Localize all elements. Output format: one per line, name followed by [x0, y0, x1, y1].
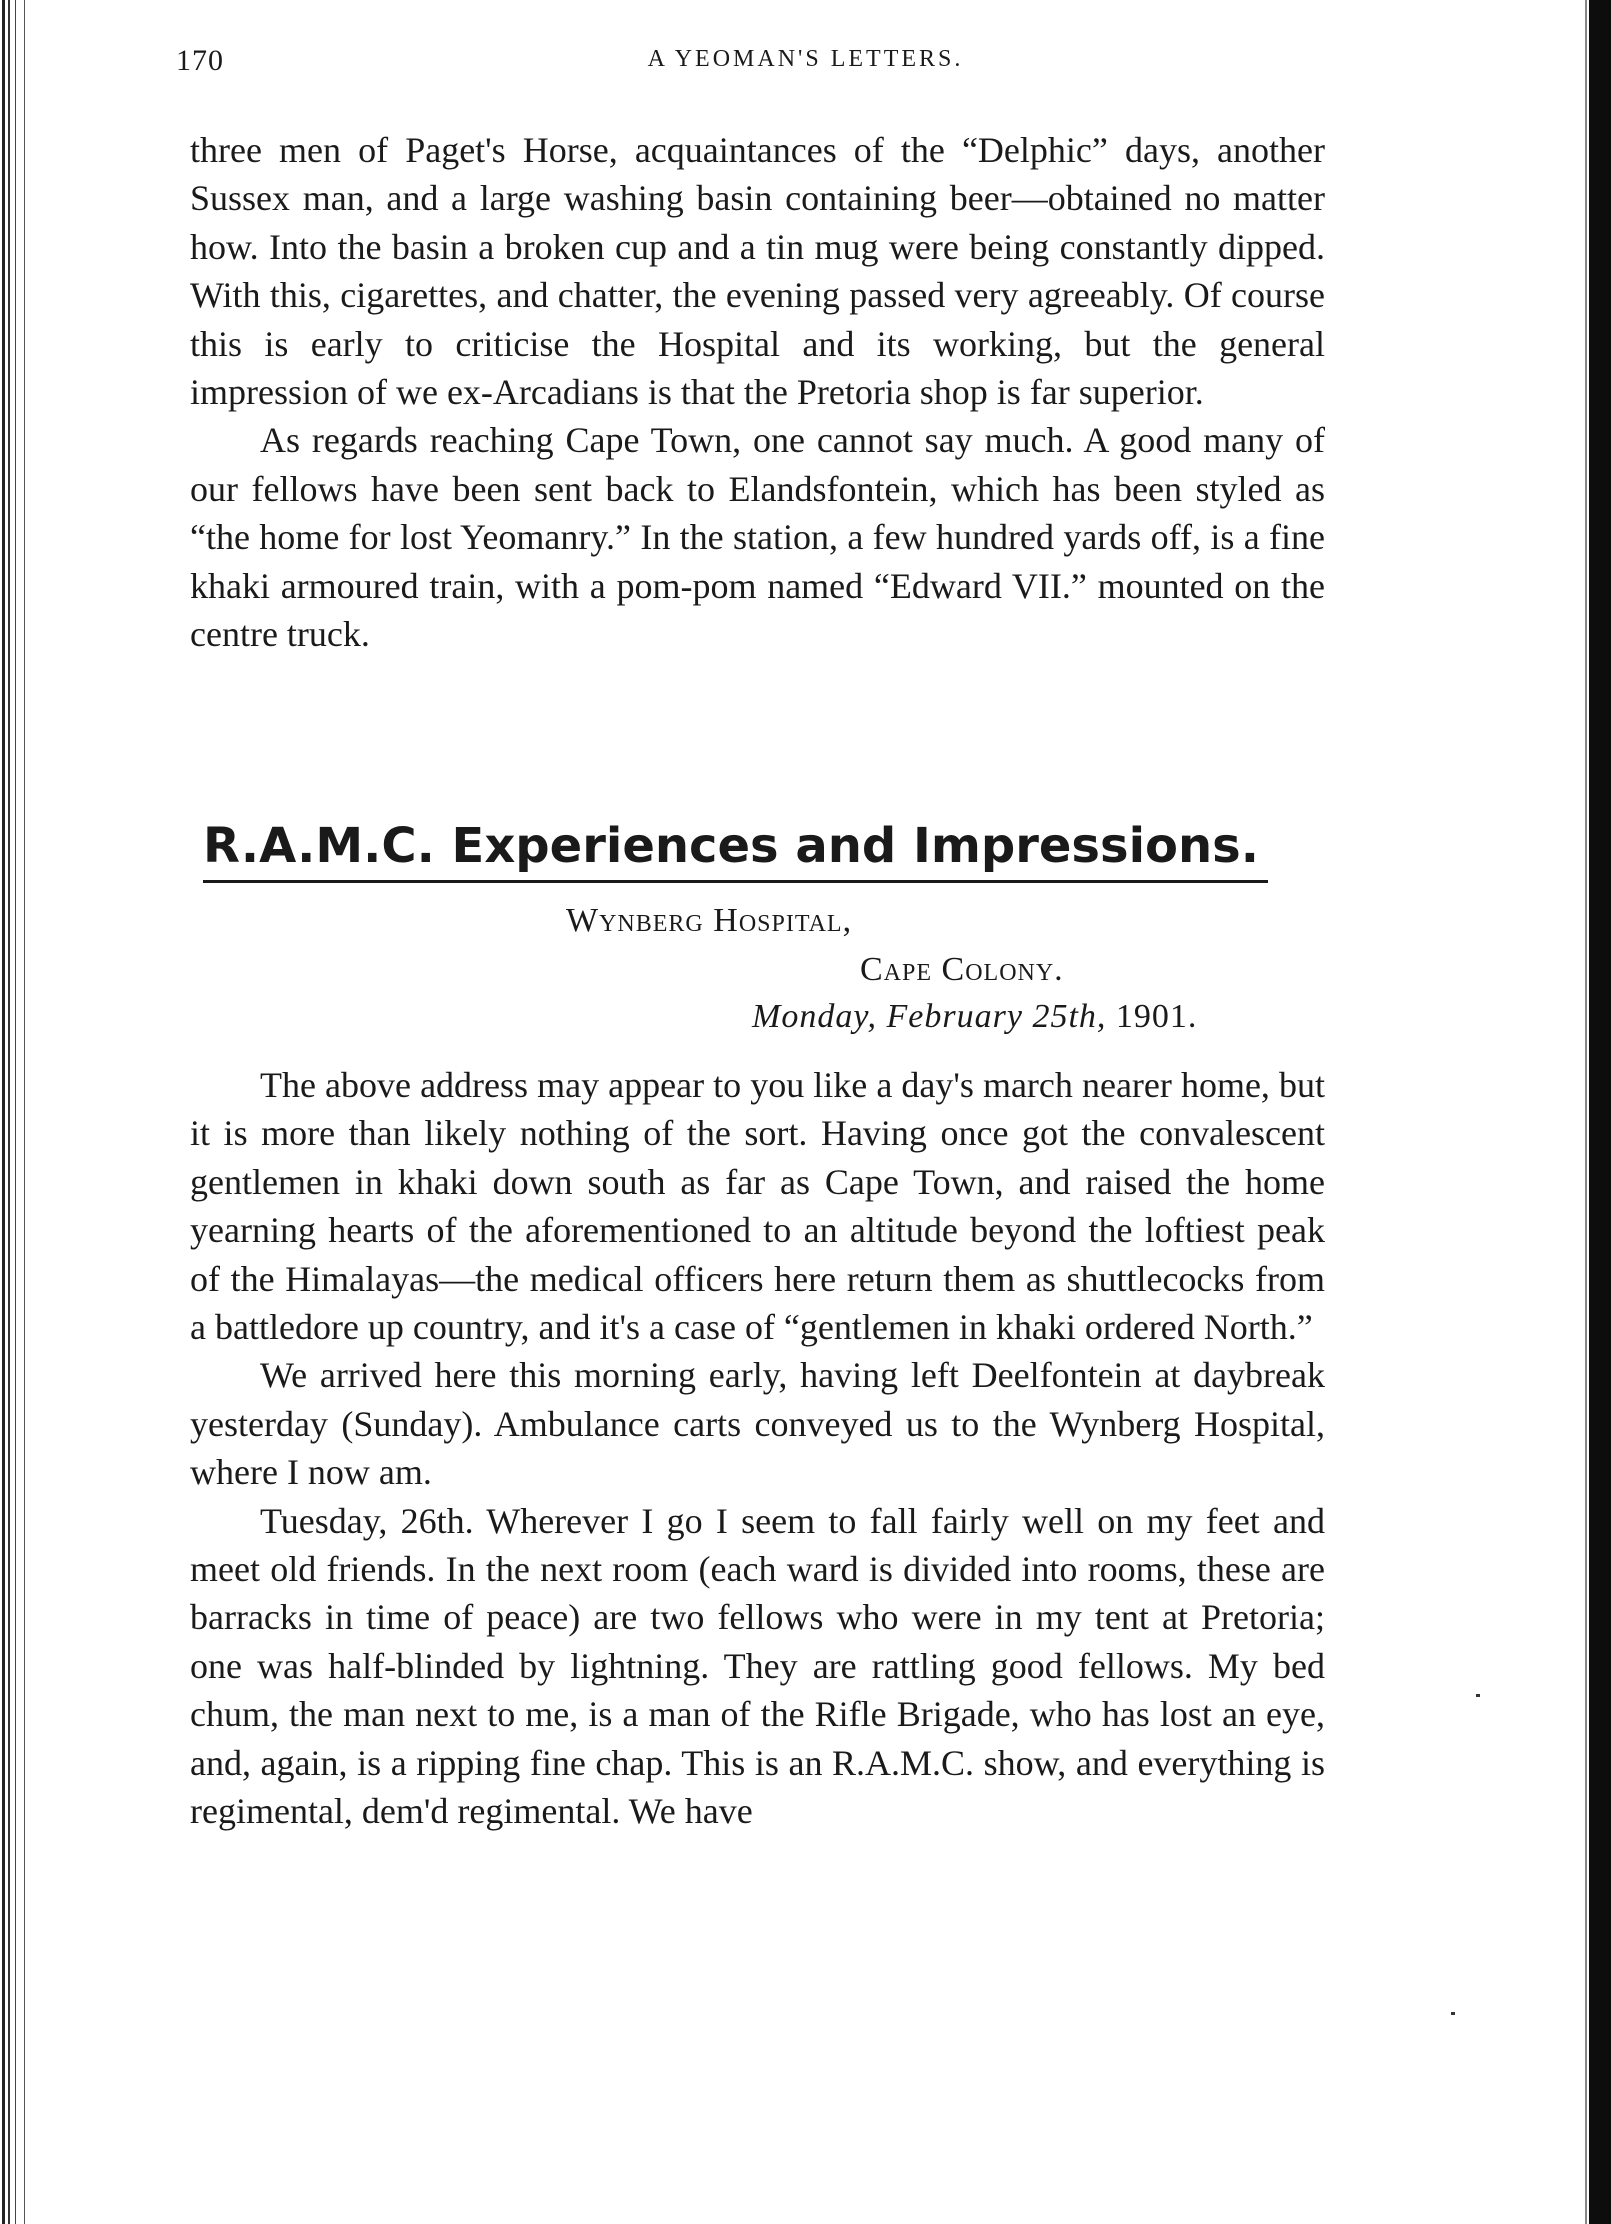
page-binding-edge	[0, 0, 42, 2224]
stray-mark	[1476, 1694, 1480, 1697]
letter-date	[752, 998, 1197, 1036]
stray-mark	[1451, 2012, 1455, 2015]
page-right-shadow	[1589, 0, 1611, 2224]
address-line-hospital	[566, 902, 852, 940]
date-text: Monday, February 25th,	[752, 998, 1107, 1035]
page-edge-line	[1579, 0, 1589, 2224]
paragraph: three men of Paget's Horse, acquaintances of the “Delphic” days, another Sussex man, and a large washing basin containing beer—obtained no matter how. Into the basin a broken cup and a tin mug were being constantly dipped. With this, cigarettes, and chatter, the evening passed very agreeably. Of course this is early to criticise the Hospital and its working, but the general impression of we ex-Arcadians is that the Pretoria shop is far superior.	[190, 130, 1325, 413]
text-block-bottom	[190, 1061, 1325, 1836]
paragraph: Tuesday, 26th. Wherever I go I seem to fall fairly well on my feet and meet old friends. In the next room (each ward is divided into rooms, these are barracks in time of peace) are two fellows who were in my tent at Pretoria; one was half-blinded by lightning. They are rattling good fellows. My bed chum, the man next to me, is a man of the Rifle Brigade, who has lost an eye, and, again, is a ripping fine chap. This is an R.A.M.C. show, and everything is regimental, dem'd regimental. We have	[190, 1500, 1325, 1832]
text-block-top	[190, 126, 1325, 658]
paragraph: As regards reaching Cape Town, one cannot say much. A good many of our fellows have been sent back to Elandsfontein, which has been styled as “the home for lost Yeomanry.” In the station, a few hundred yards off, is a fine khaki armoured train, with a pom-pom named “Edward VII.” mounted on the centre truck.	[190, 420, 1325, 655]
paragraph: The above address may appear to you like a day's march nearer home, but it is more than likely nothing of the sort. Having once got the convalescent gentlemen in khaki down south as far as Cape Town, and raised the home yearning hearts of the aforementioned to an altitude beyond the loftiest peak of the Himalayas—the medical officers here return them as shuttlecocks from a battledore up country, and it's a case of “gentlemen in khaki ordered North.”	[190, 1065, 1325, 1348]
address-hospital-text: Wynberg Hospital,	[566, 902, 853, 939]
date-year: 1901.	[1115, 998, 1198, 1035]
page-number: 170	[176, 44, 224, 77]
address-line-colony	[860, 951, 1064, 989]
section-heading: R.A.M.C. Experiences and Impressions.	[203, 818, 1268, 883]
running-title: A YEOMAN'S LETTERS.	[647, 46, 964, 72]
address-colony-text: Cape Colony.	[860, 951, 1064, 988]
paragraph: We arrived here this morning early, having left Deelfontein at daybreak yesterday (Sunday). Ambulance carts conveyed us to the Wynberg Hospital, where I now am.	[190, 1355, 1325, 1493]
